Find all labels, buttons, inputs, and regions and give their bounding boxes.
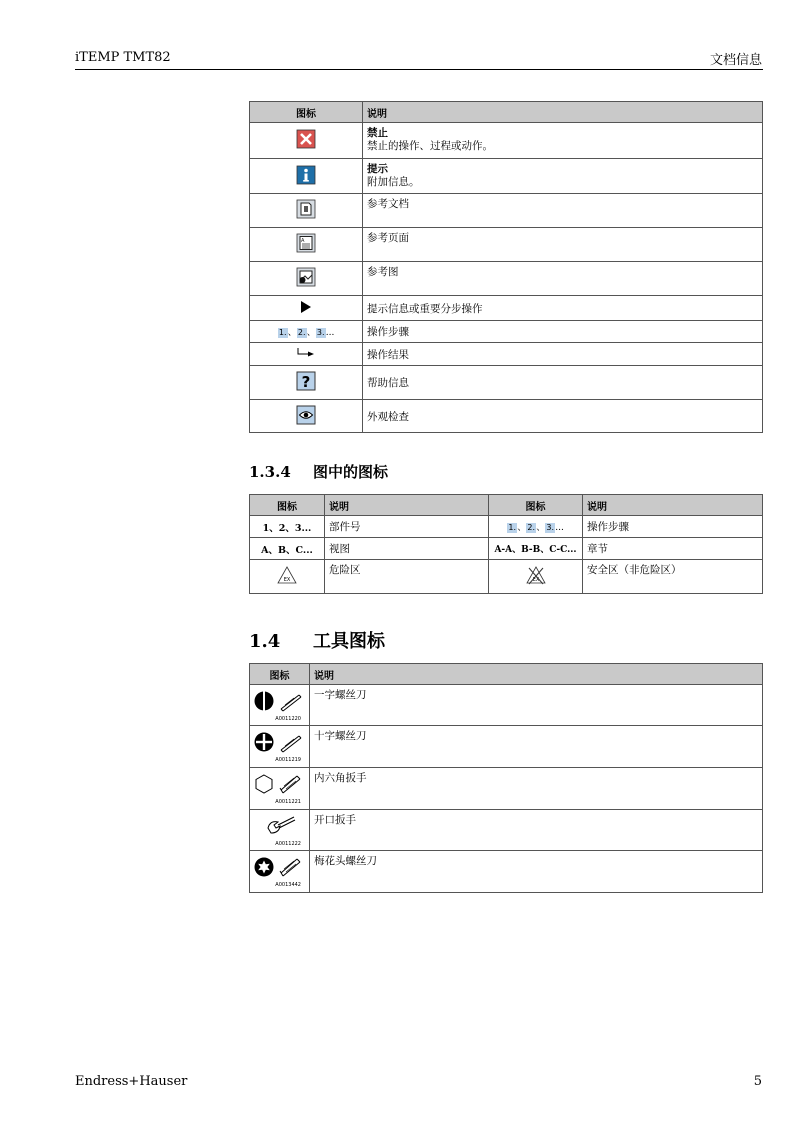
result-arrow-icon xyxy=(297,350,315,362)
col-icon-header: 图标 xyxy=(250,664,310,685)
prohibited-icon xyxy=(296,140,316,152)
row-desc: 安全区（非危险区） xyxy=(583,560,763,594)
row-desc: 参考文档 xyxy=(367,198,409,210)
play-arrow-icon xyxy=(300,304,312,316)
col-icon-header: 图标 xyxy=(489,495,583,516)
figure-code: A0011220 xyxy=(275,716,301,722)
table-row xyxy=(250,768,763,810)
header-rule xyxy=(75,69,763,70)
table-row xyxy=(250,851,763,893)
row-desc: 参考页面 xyxy=(367,232,409,244)
col-icon-header: 图标 xyxy=(250,495,325,516)
row-desc: 开口扳手 xyxy=(310,810,763,851)
table-row xyxy=(250,685,763,726)
section-number: 1.4 xyxy=(249,631,281,652)
col-desc-header: 说明 xyxy=(310,664,763,685)
row-desc: 操作步骤 xyxy=(583,516,763,538)
row-desc: 禁止的操作、过程或动作。 xyxy=(367,140,493,152)
views-label: A、B、C... xyxy=(250,538,325,560)
row-desc: 部件号 xyxy=(325,516,489,538)
help-icon xyxy=(296,373,316,394)
page-number: 5 xyxy=(753,1074,762,1089)
open-ended-wrench-icon xyxy=(254,829,304,841)
table-header-row xyxy=(250,664,763,685)
figure-code: A0011222 xyxy=(275,841,301,847)
tool-symbol-table xyxy=(249,663,763,893)
row-title: 提示 xyxy=(367,163,388,175)
table-row xyxy=(250,366,763,400)
col-desc-header: 说明 xyxy=(583,495,763,516)
svg-text:A: A xyxy=(301,238,305,244)
svg-text:EX: EX xyxy=(283,577,291,583)
drawing-symbol-table xyxy=(249,494,763,594)
allen-key-icon xyxy=(254,787,304,799)
row-desc: 视图 xyxy=(325,538,489,560)
row-desc: 危险区 xyxy=(325,560,489,594)
reference-page-icon xyxy=(296,238,316,256)
row-desc: 十字螺丝刀 xyxy=(310,726,763,768)
table-row xyxy=(250,194,763,228)
figure-code: A0011219 xyxy=(275,757,301,763)
row-desc: 提示信息或重要分步操作 xyxy=(367,302,483,315)
table-header-row xyxy=(250,102,763,123)
section-number: 1.3.4 xyxy=(249,463,291,481)
visual-inspection-icon xyxy=(296,416,316,428)
phillips-screwdriver-icon xyxy=(254,745,304,757)
col-icon-header: 图标 xyxy=(250,102,363,123)
table-row xyxy=(250,296,763,321)
svg-text:?: ? xyxy=(301,373,311,391)
reference-document-icon xyxy=(296,210,316,222)
header-product: iTEMP TMT82 xyxy=(75,50,171,65)
table-row xyxy=(250,159,763,194)
row-desc: 章节 xyxy=(583,538,763,560)
figure-code: A0013442 xyxy=(275,882,301,888)
figure-code: A0011221 xyxy=(275,799,301,805)
torx-screwdriver-icon xyxy=(254,870,304,882)
table-header-row xyxy=(250,495,763,516)
header-section: 文档信息 xyxy=(709,53,762,68)
symbol-table xyxy=(249,101,763,433)
hazardous-area-icon xyxy=(276,576,298,588)
flat-screwdriver-icon xyxy=(254,704,304,716)
col-desc-header: 说明 xyxy=(325,495,489,516)
row-desc: 一字螺丝刀 xyxy=(310,685,763,726)
row-desc: 帮助信息 xyxy=(367,377,409,389)
row-desc: 附加信息。 xyxy=(367,176,420,188)
svg-text:EX: EX xyxy=(532,577,539,583)
row-desc: 内六角扳手 xyxy=(310,768,763,810)
info-icon xyxy=(296,176,316,188)
row-desc: 外观检查 xyxy=(367,410,409,423)
row-desc: 梅花头螺丝刀 xyxy=(310,851,763,893)
row-title: 禁止 xyxy=(367,127,388,139)
safe-area-icon xyxy=(525,576,547,588)
table-row xyxy=(250,321,763,343)
row-desc: 参考图 xyxy=(367,266,399,278)
table-row xyxy=(250,538,763,560)
reference-graphic-icon xyxy=(296,278,316,290)
table-row xyxy=(250,343,763,366)
row-desc: 操作结果 xyxy=(367,348,409,361)
table-row xyxy=(250,810,763,851)
sections-label: A-A、B-B、C-C... xyxy=(489,538,583,560)
section-title: 图中的图标 xyxy=(313,463,389,481)
item-numbers-label: 1、2、3... xyxy=(250,516,325,538)
row-desc: 操作步骤 xyxy=(367,326,409,338)
table-row xyxy=(250,400,763,433)
table-row xyxy=(250,516,763,538)
table-row xyxy=(250,228,763,262)
section-title: 工具图标 xyxy=(313,631,385,652)
table-row xyxy=(250,560,763,594)
step-numbers-icon: 1.、2.、3.... xyxy=(250,321,363,343)
col-desc-header: 说明 xyxy=(363,102,763,123)
table-row xyxy=(250,123,763,159)
table-row xyxy=(250,262,763,296)
section-heading-14 xyxy=(249,627,385,653)
footer-brand: Endress+Hauser xyxy=(75,1074,188,1089)
section-heading-134 xyxy=(249,461,388,482)
step-numbers-icon: 1.、2.、3.... xyxy=(489,516,583,538)
table-row xyxy=(250,726,763,768)
